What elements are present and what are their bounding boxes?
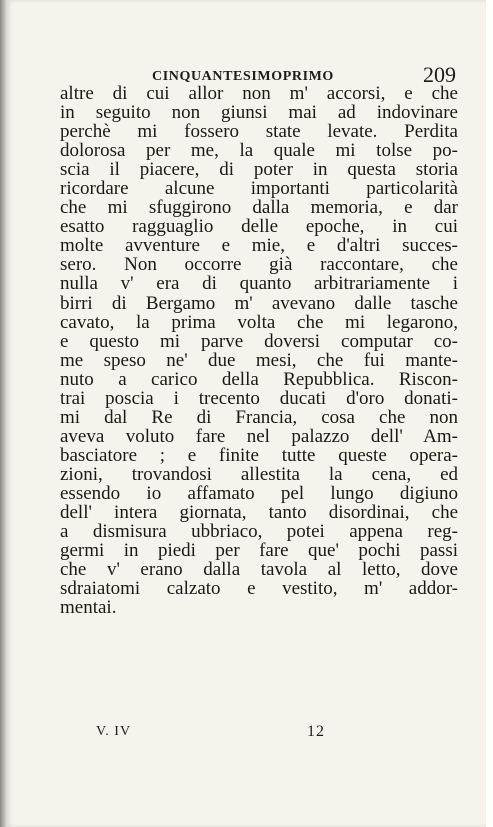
- text-line: aveva voluto fare nel palazzo dell' Am-: [60, 425, 458, 447]
- text-line: mentai.: [60, 597, 117, 619]
- text-line: sero. Non occorre già raccontare, che: [60, 254, 458, 276]
- text-line: ricordare alcune importanti particolarità: [60, 178, 458, 200]
- text-line: cavato, la prima volta che mi legarono,: [60, 311, 458, 333]
- volume-mark: V. IV: [96, 724, 132, 739]
- text-line: che mi sfuggirono dalla memoria, e dar: [60, 197, 458, 219]
- page-number: 209: [423, 62, 456, 87]
- text-line: dolorosa per me, la quale mi tolse po-: [60, 140, 458, 162]
- signature-mark: 12: [307, 723, 325, 740]
- text-line: me speso ne' due mesi, che fui mante-: [60, 349, 458, 371]
- running-title: CINQUANTESIMOPRIMO: [152, 69, 334, 84]
- text-line: sdraiatomi calzato e vestito, m' addor-: [60, 578, 458, 600]
- page-footer: [60, 724, 458, 744]
- text-line: a dismisura ubbriaco, potei appena reg-: [60, 521, 458, 543]
- text-line: birri di Bergamo m' avevano dalle tasche: [60, 292, 458, 314]
- text-line: e questo mi parve doversi computar co-: [60, 330, 458, 352]
- body-text: [60, 84, 458, 617]
- text-line: mi dal Re di Francia, cosa che non: [60, 406, 458, 428]
- book-page: [6, 0, 486, 827]
- text-line: in seguito non giunsi mai ad indovinare: [60, 102, 458, 124]
- text-line: perchè mi fossero state levate. Perdita: [60, 121, 458, 143]
- text-line: germi in piedi per fare que' pochi passi: [60, 540, 458, 562]
- text-line: che v' erano dalla tavola al letto, dove: [60, 559, 458, 581]
- text-line: trai poscia i trecento ducati d'oro donati-: [60, 387, 458, 409]
- text-line: essendo io affamato pel lungo digiuno: [60, 482, 458, 504]
- text-line: dell' intera giornata, tanto disordinai, che: [60, 502, 458, 524]
- text-line: nulla v' era di quanto arbitrariamente i: [60, 273, 458, 295]
- text-line: esatto ragguaglio delle epoche, in cui: [60, 216, 458, 238]
- text-line: nuto a carico della Repubblica. Riscon-: [60, 368, 458, 390]
- text-line: basciatore ; e finite tutte queste opera-: [60, 444, 458, 466]
- text-line: scia il piacere, di poter in questa storia: [60, 159, 458, 181]
- text-line: zioni, trovandosi allestita la cena, ed: [60, 463, 458, 485]
- text-line: altre di cui allor non m' accorsi, e che: [60, 83, 458, 104]
- text-line: molte avventure e mie, e d'altri succes-: [60, 235, 458, 257]
